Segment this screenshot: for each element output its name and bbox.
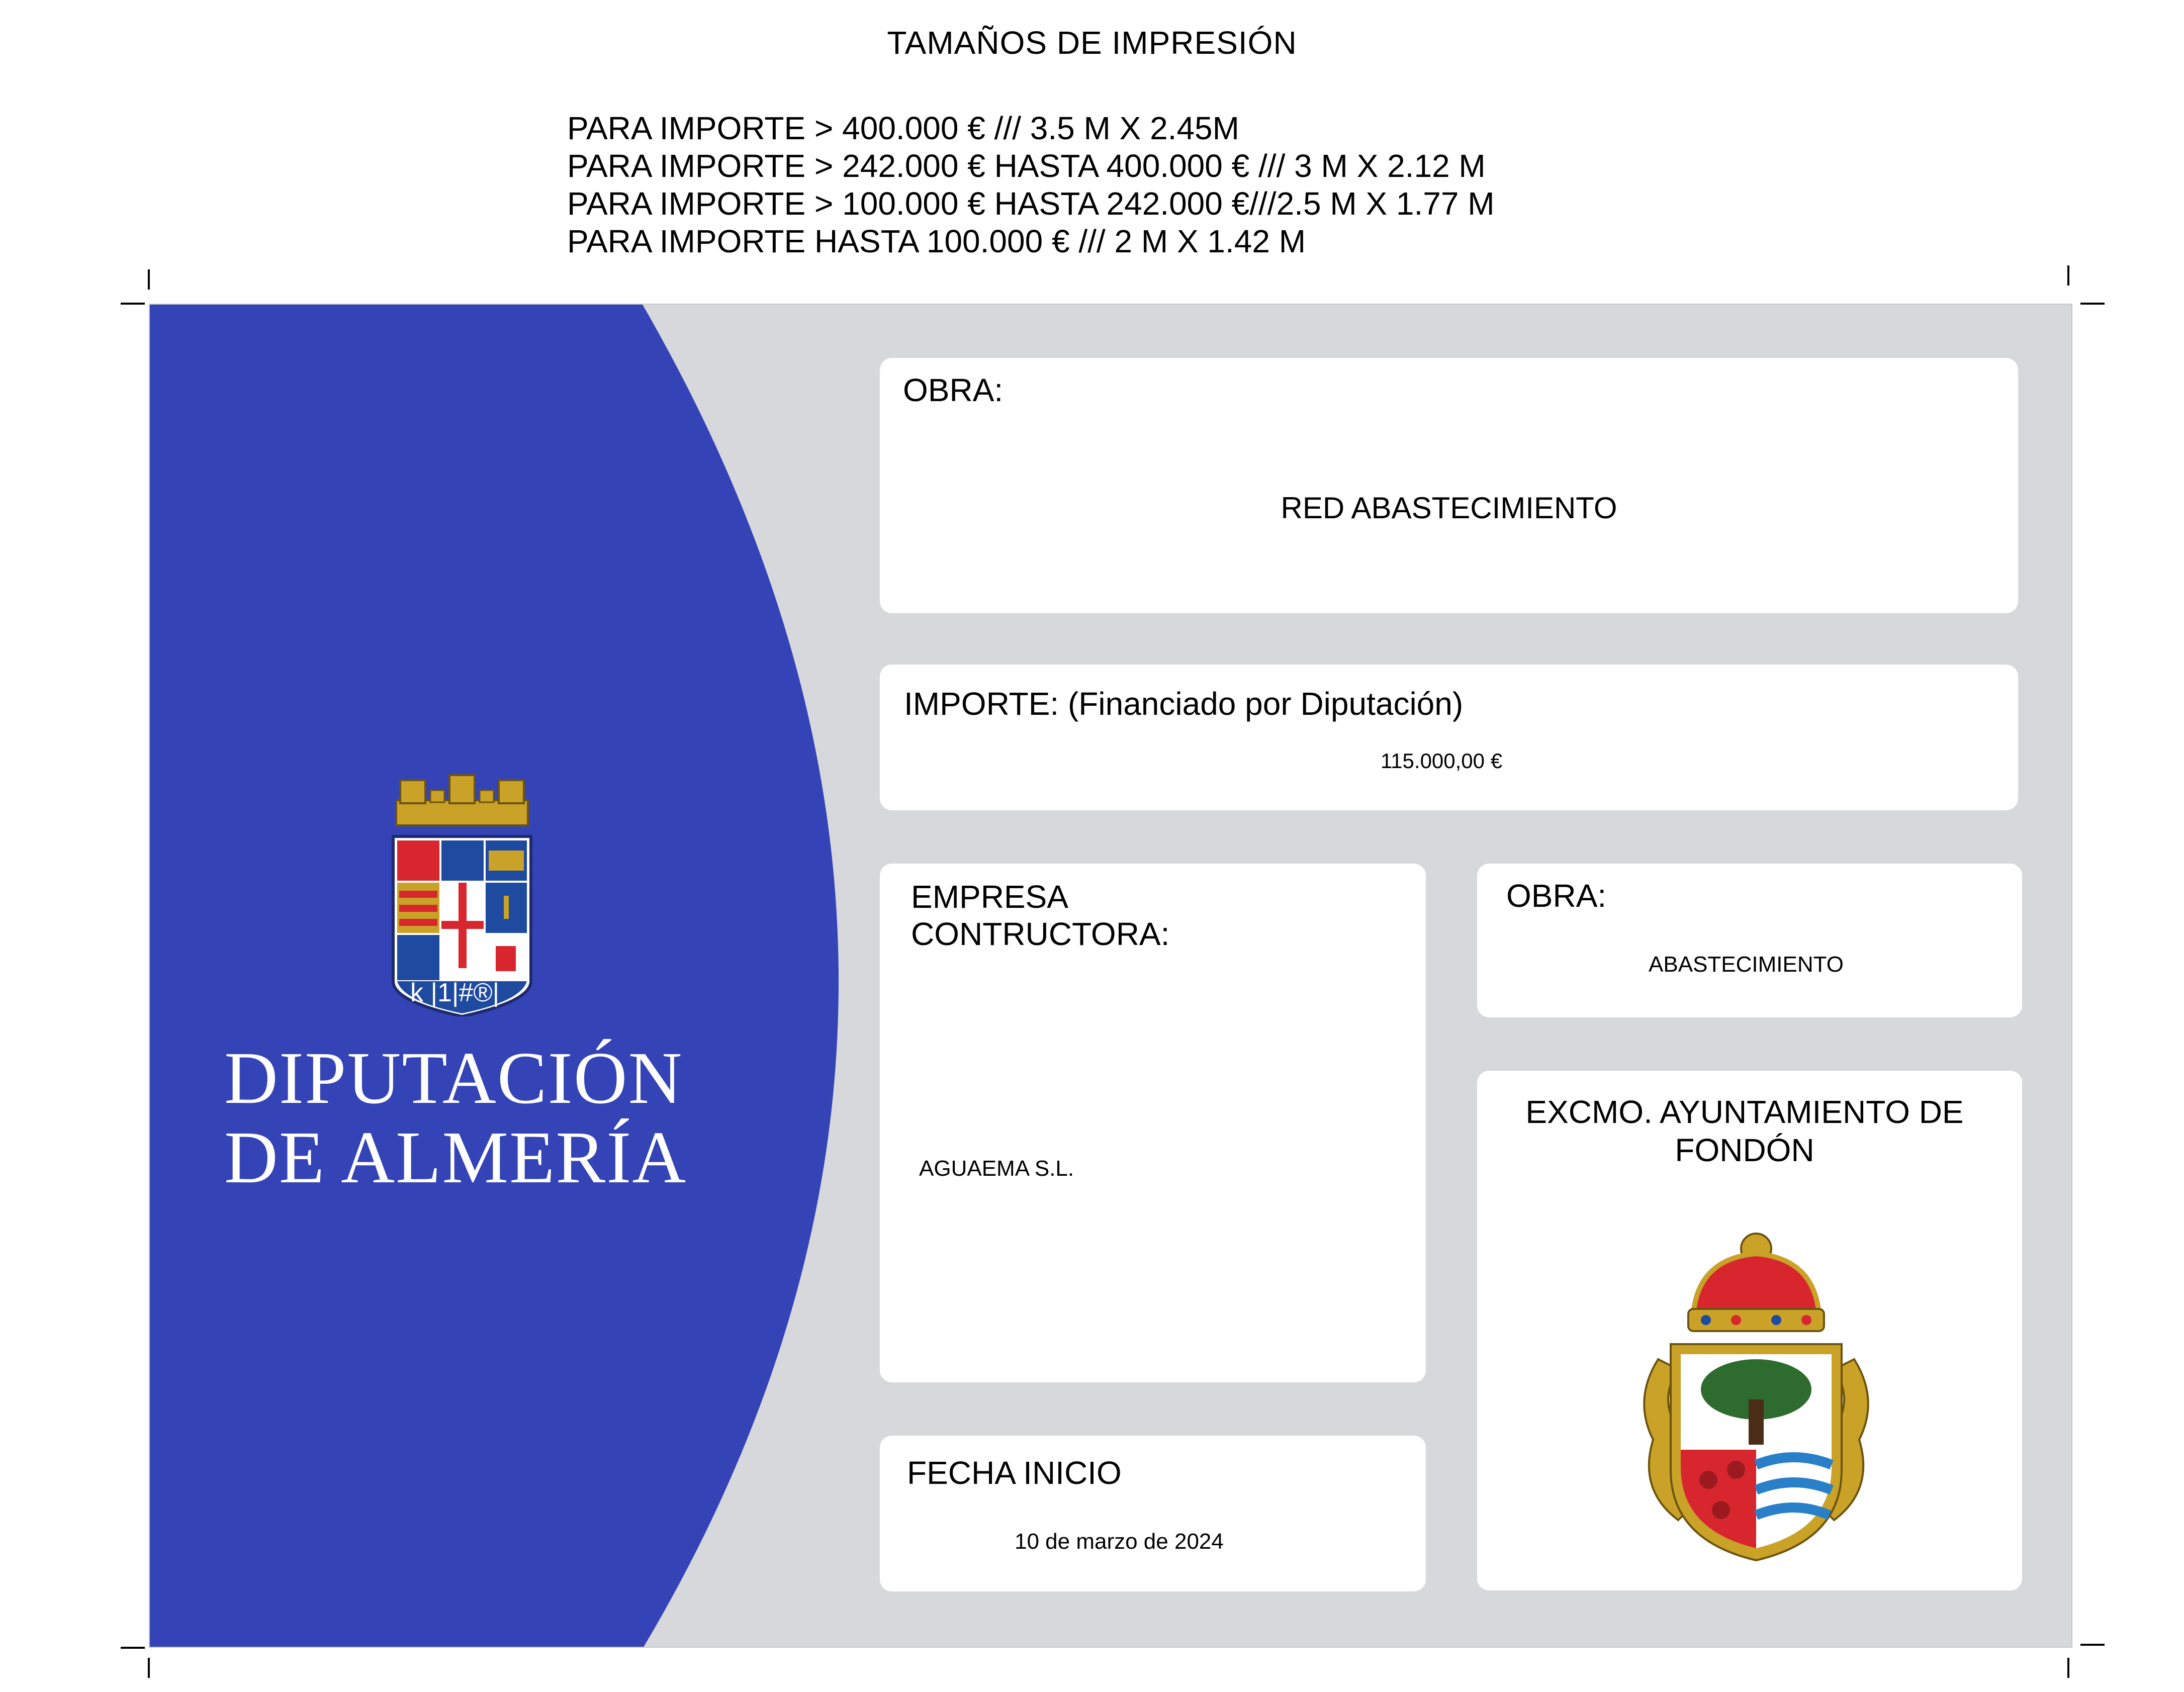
fondon-coat-of-arms-icon bbox=[1623, 1208, 1889, 1570]
almeria-crest-text: k |1|#®| bbox=[410, 978, 500, 1007]
obra-short-value: ABASTECIMIENTO bbox=[1649, 952, 1844, 977]
print-size-line: PARA IMPORTE > 400.000 € /// 3.5 M X 2.45M bbox=[567, 110, 1239, 146]
crop-mark bbox=[2080, 303, 2105, 305]
empresa-label-line2: CONTRUCTORA: bbox=[911, 916, 1170, 952]
print-sizes-list bbox=[567, 110, 1495, 260]
obra-card bbox=[880, 358, 2018, 613]
fecha-card bbox=[880, 1436, 1426, 1591]
ayuntamiento-line2: FONDÓN bbox=[1675, 1132, 1814, 1168]
ayuntamiento-line1: EXCMO. AYUNTAMIENTO DE bbox=[1525, 1094, 1964, 1130]
empresa-value: AGUAEMA S.L. bbox=[919, 1156, 1074, 1181]
crop-mark bbox=[148, 269, 150, 290]
importe-label: IMPORTE: (Financiado por Diputación) bbox=[904, 686, 1464, 722]
obra-short-label: OBRA: bbox=[1506, 878, 1607, 914]
crop-mark bbox=[2067, 265, 2069, 286]
importe-card bbox=[880, 665, 2018, 810]
almeria-coat-of-arms-icon bbox=[390, 770, 534, 1016]
print-sizes-title: TAMAÑOS DE IMPRESIÓN bbox=[887, 25, 1297, 61]
obra-label: OBRA: bbox=[903, 372, 1004, 408]
importe-value: 115.000,00 € bbox=[1380, 749, 1503, 773]
fecha-label: FECHA INICIO bbox=[907, 1455, 1122, 1491]
diputacion-title-line1: DIPUTACIÓN bbox=[224, 1037, 683, 1119]
obra-short-card bbox=[1477, 864, 2022, 1017]
print-size-line: PARA IMPORTE > 100.000 € HASTA 242.000 €///2.5 M X 1.77 M bbox=[567, 185, 1495, 222]
fecha-value: 10 de marzo de 2024 bbox=[1015, 1529, 1224, 1554]
crop-mark bbox=[121, 1647, 145, 1649]
empresa-label-line1: EMPRESA bbox=[911, 879, 1068, 915]
empresa-card bbox=[880, 864, 1426, 1382]
crop-mark bbox=[121, 303, 145, 305]
print-size-line: PARA IMPORTE > 242.000 € HASTA 400.000 € /// 3 M X 2.12 M bbox=[567, 148, 1486, 184]
crop-mark bbox=[2067, 1658, 2069, 1678]
brand-area bbox=[150, 305, 854, 1648]
crop-mark bbox=[2080, 1644, 2105, 1646]
print-size-line: PARA IMPORTE HASTA 100.000 € /// 2 M X 1.42 M bbox=[567, 223, 1306, 259]
obra-value: RED ABASTECIMIENTO bbox=[1281, 491, 1617, 525]
diputacion-title-line2: DE ALMERÍA bbox=[224, 1116, 687, 1199]
crop-mark bbox=[148, 1658, 150, 1678]
diputacion-title bbox=[224, 1039, 727, 1197]
